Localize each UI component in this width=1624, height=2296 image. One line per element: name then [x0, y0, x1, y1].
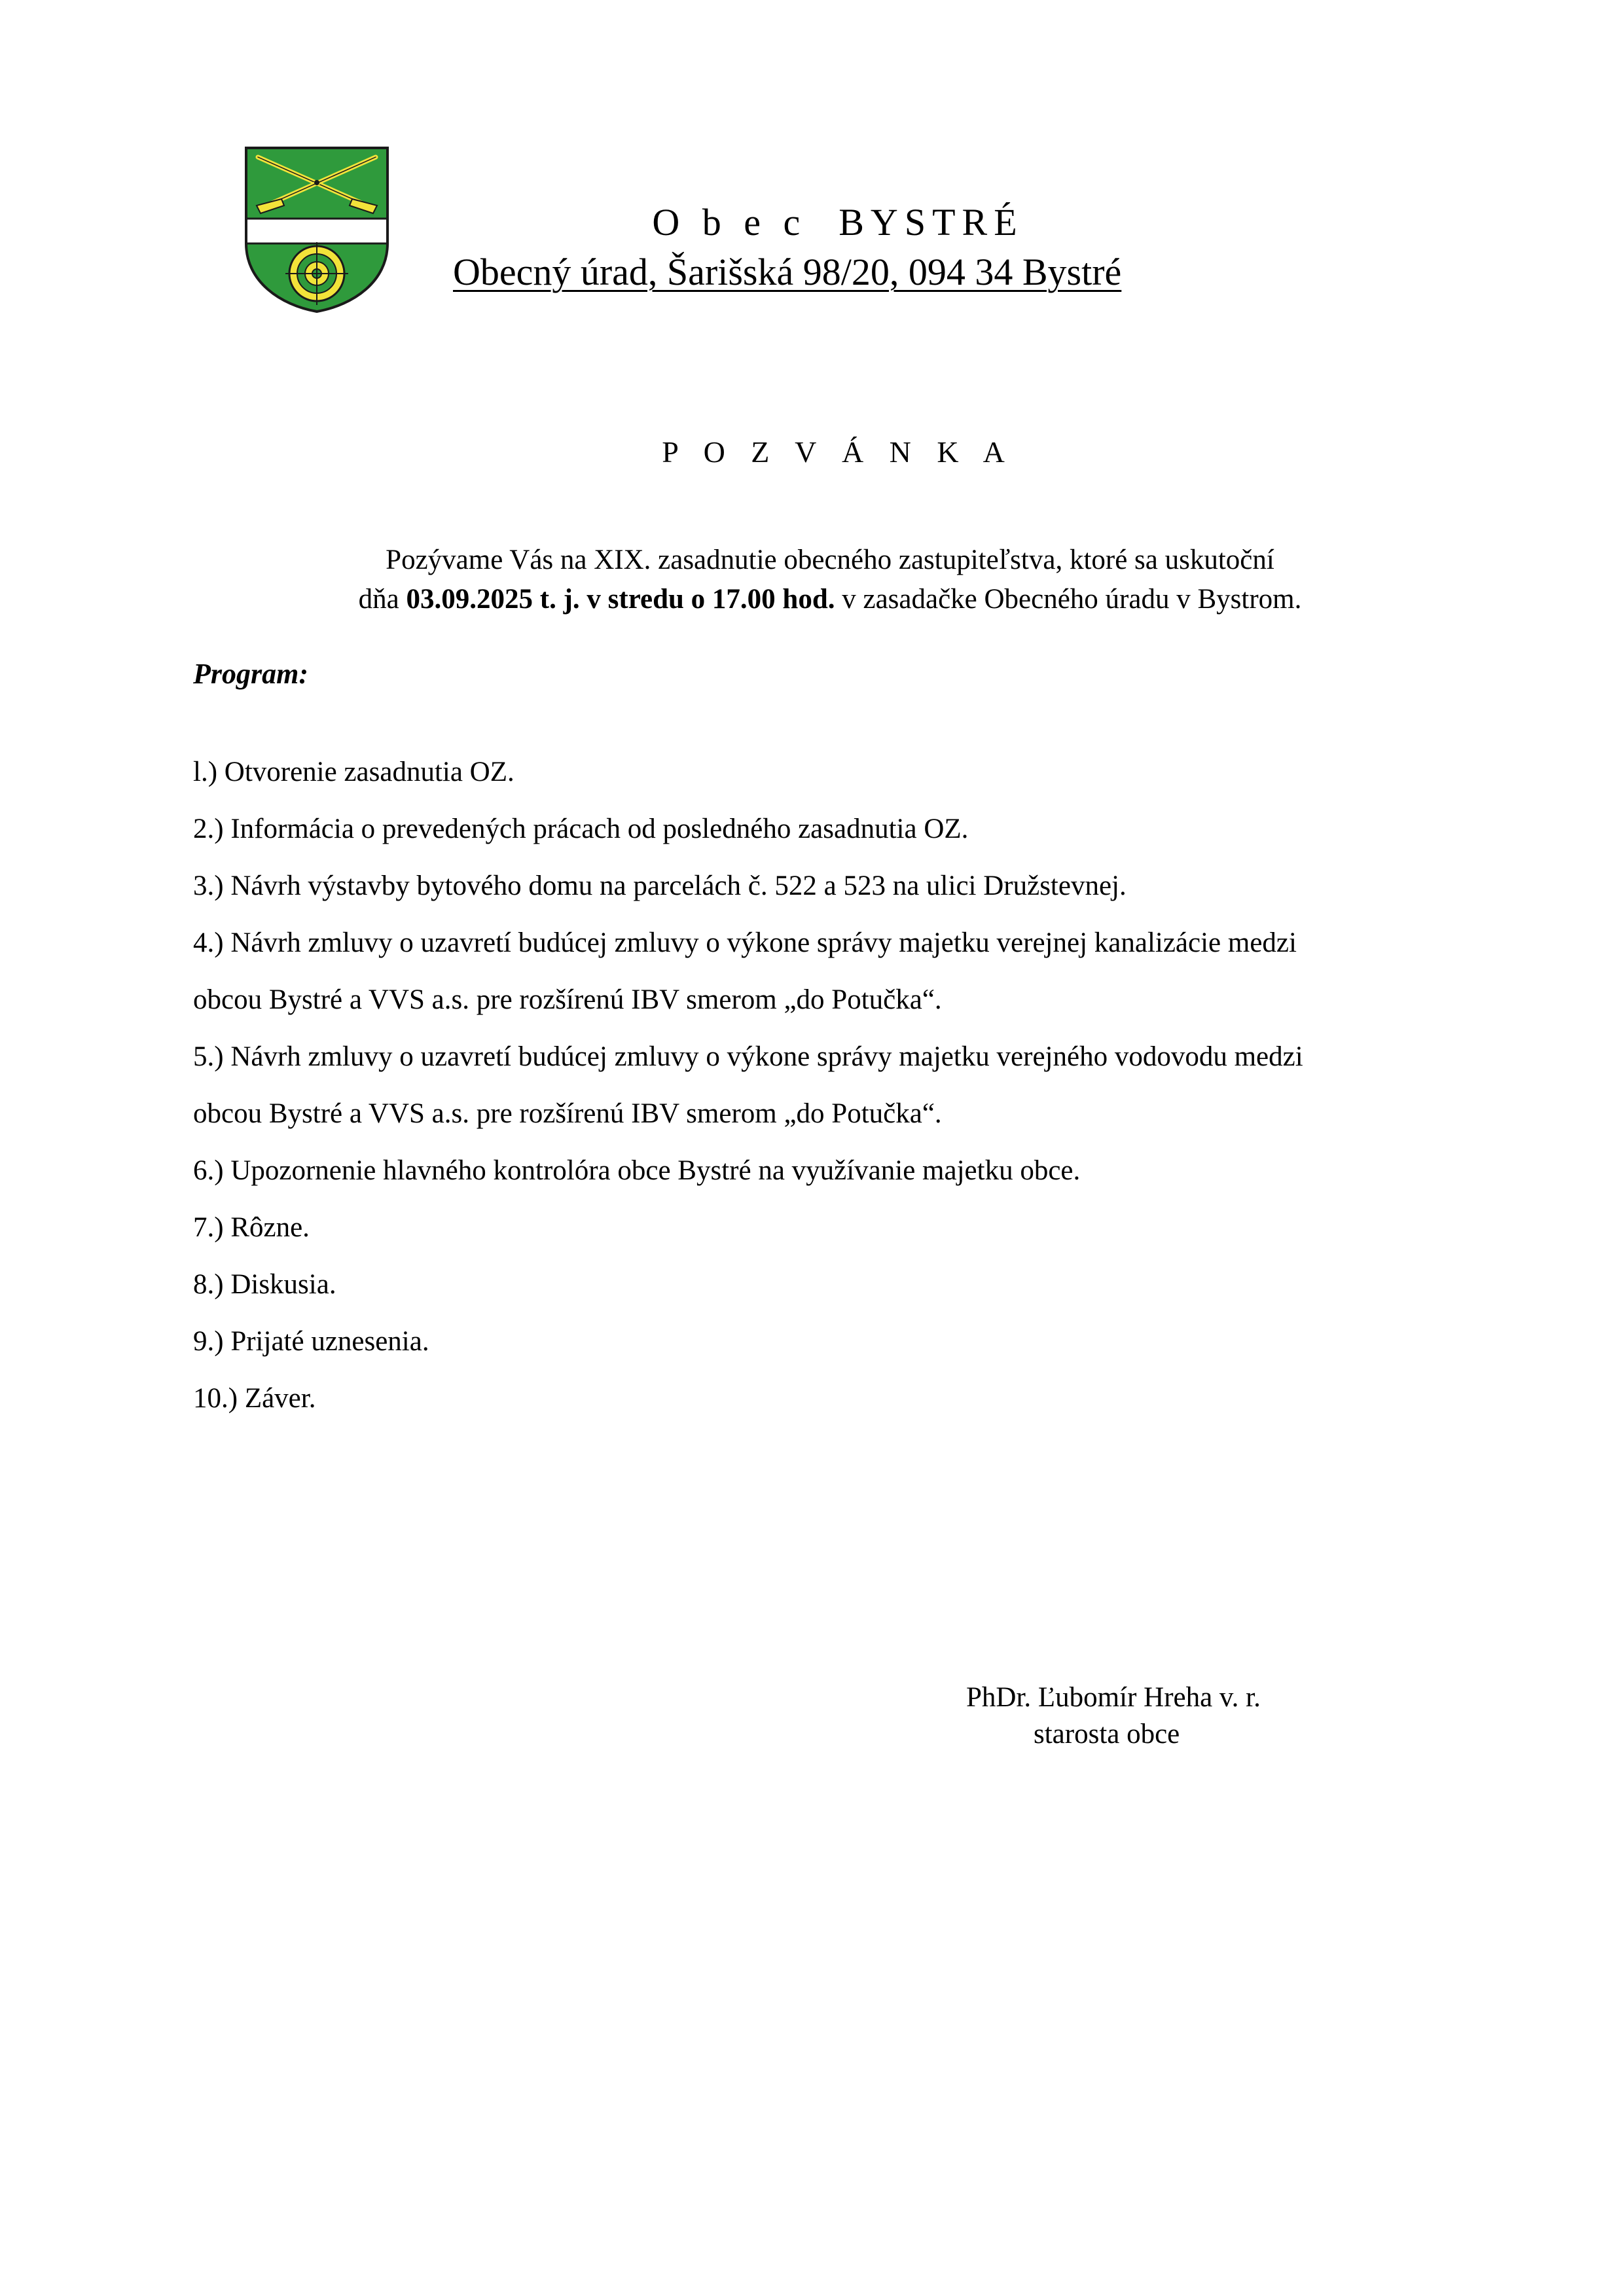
invitation-line-2-suffix: v zasadačke Obecného úradu v Bystrom. [835, 584, 1302, 615]
program-item: 9.) Prijaté uznesenia. [193, 1326, 429, 1357]
program-item: 2.) Informácia o prevedených prácach od posledného zasadnutia OZ. [193, 814, 969, 844]
municipality-title-prefix: O b e c [652, 201, 807, 243]
meeting-date-time: 03.09.2025 t. j. v stredu o 17.00 hod. [406, 584, 835, 615]
program-item: l.) Otvorenie zasadnutia OZ. [193, 757, 514, 787]
program-item: 7.) Rôzne. [193, 1212, 310, 1243]
program-item: 4.) Návrh zmluvy o uzavretí budúcej zmluvy o výkone správy majetku verejnej kanalizácie medzi [193, 927, 1297, 958]
program-item: obcou Bystré a VVS a.s. pre rozšírenú IBV smerom „do Potučka“. [193, 1098, 942, 1129]
program-item: 6.) Upozornenie hlavného kontrolóra obce Bystré na využívanie majetku obce. [193, 1155, 1081, 1186]
invitation-line-2-prefix: dňa [358, 584, 406, 615]
program-item: 3.) Návrh výstavby bytového domu na parcelách č. 522 a 523 na ulici Družstevnej. [193, 870, 1127, 901]
invitation-line-2 [0, 580, 1624, 619]
signatory-name: PhDr. Ľubomír Hreha v. r. [966, 1682, 1261, 1713]
invitation-line-1: Pozývame Vás na XIX. zasadnutie obecného zastupiteľstva, ktoré sa uskutoční [386, 545, 1274, 575]
signatory-role: starosta obce [1034, 1719, 1180, 1749]
signature-block [966, 1679, 1261, 1753]
program-item: obcou Bystré a VVS a.s. pre rozšírenú IBV smerom „do Potučka“. [193, 984, 942, 1015]
municipality-title [0, 200, 1624, 244]
program-item: 8.) Diskusia. [193, 1269, 336, 1300]
municipality-name: BYSTRÉ [839, 201, 1024, 243]
document-heading: P O Z V Á N K A [662, 435, 1014, 469]
office-address: Obecný úrad, Šarišská 98/20, 094 34 Bystré [453, 251, 1122, 293]
invitation-text [0, 541, 1624, 619]
program-item: 5.) Návrh zmluvy o uzavretí budúcej zmluvy o výkone správy majetku verejného vodovodu medzi [193, 1041, 1303, 1072]
program-item: 10.) Záver. [193, 1383, 316, 1414]
program-label: Program: [193, 658, 308, 690]
program-list [193, 744, 1489, 1427]
